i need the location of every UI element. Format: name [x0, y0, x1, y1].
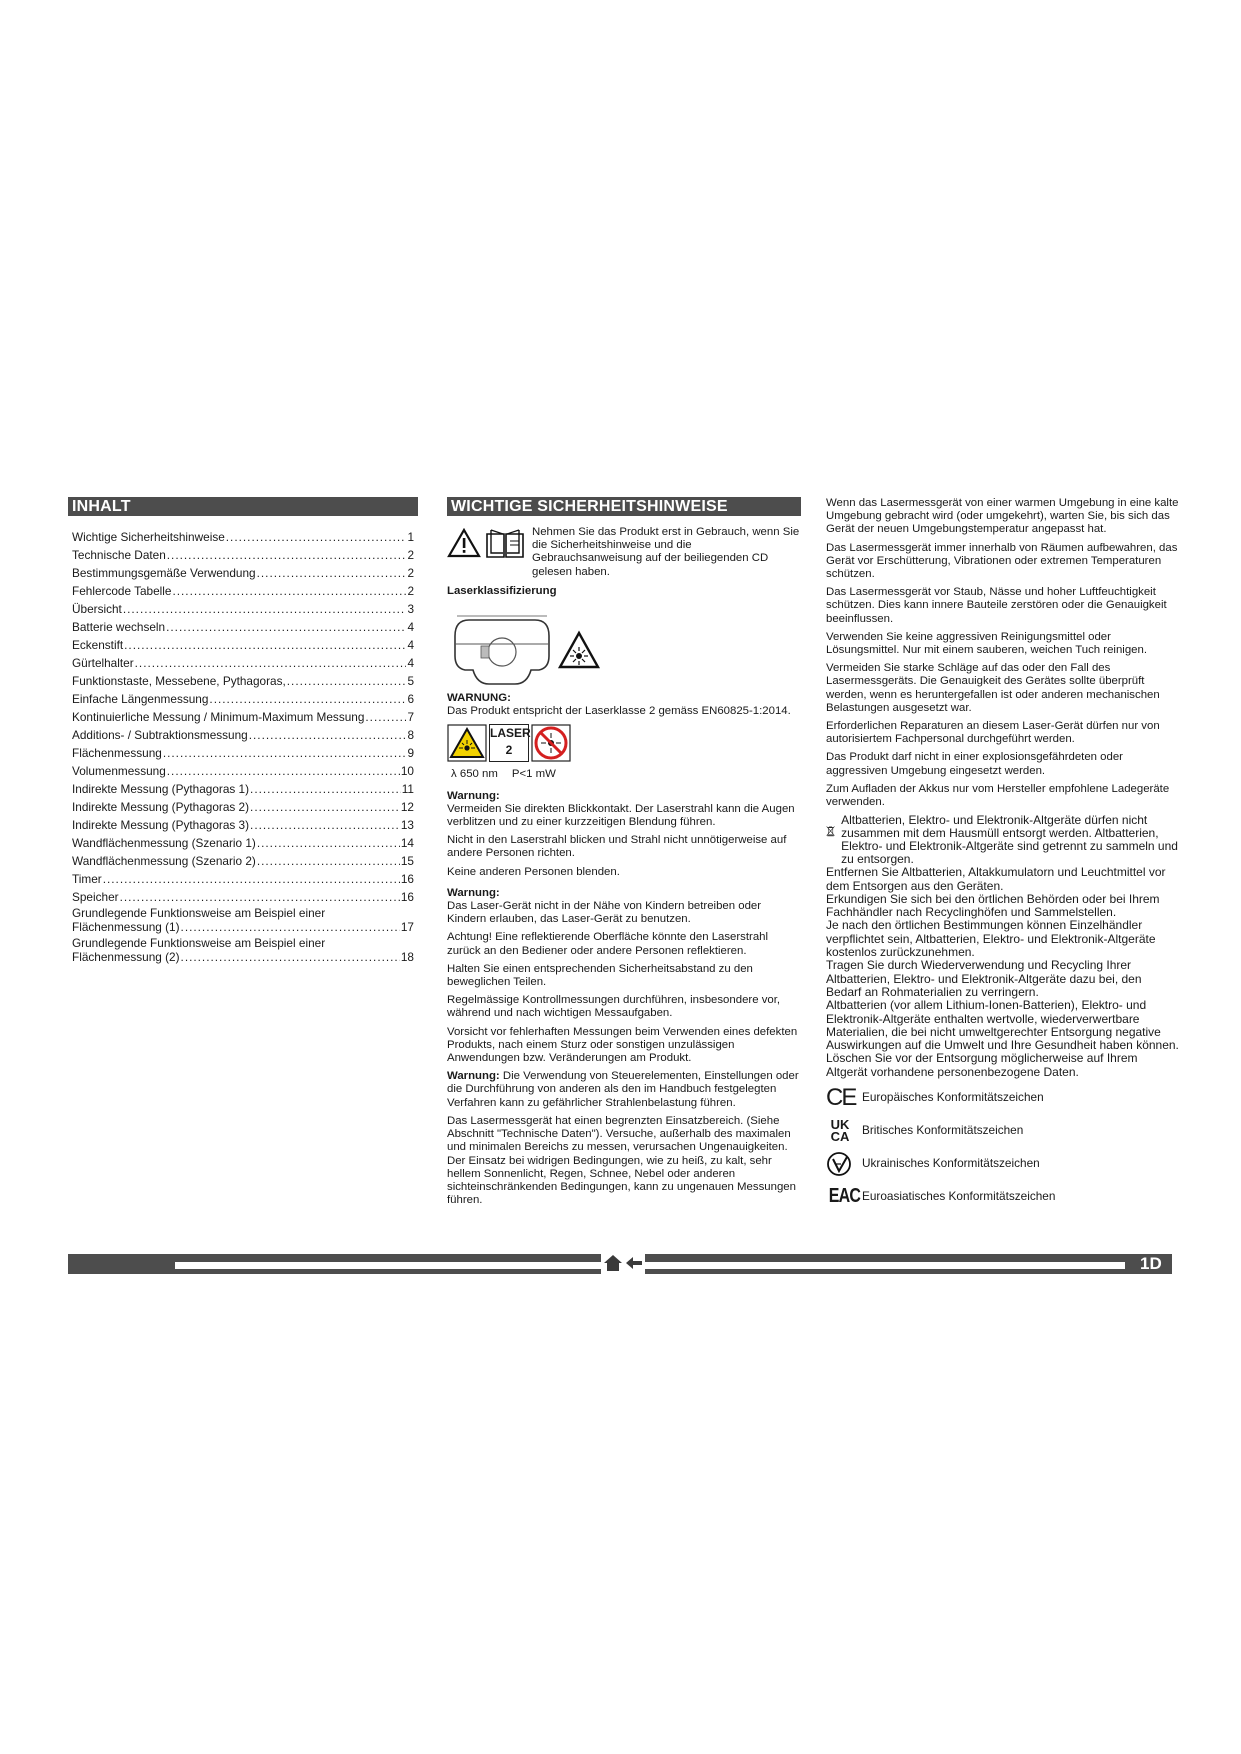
- toc-entry[interactable]: [68, 526, 418, 544]
- toc-leader-dots: [249, 729, 407, 742]
- device-figure: [447, 608, 801, 692]
- laser-label-class: 2: [505, 743, 513, 758]
- toc-entry[interactable]: [68, 670, 418, 688]
- toc-entry[interactable]: [68, 906, 418, 934]
- toc-leader-dots: [124, 639, 406, 652]
- toc-leader-dots: [287, 675, 407, 688]
- warning2-p2: Nicht in den Laserstrahl blicken und Strahl nicht unnötigerweise auf andere Personen richten.: [447, 834, 787, 860]
- warning3-p6: [447, 1070, 801, 1110]
- ua-mark-label: Ukrainisches Konformitätszeichen: [862, 1156, 1040, 1171]
- disposal-p1: Entfernen Sie Altbatterien, Altakkumulatorn und Leuchtmittel vor dem Entsorgen aus den Geräten.: [826, 865, 1166, 893]
- warning1-label: WARNUNG:: [447, 692, 511, 705]
- toc-entry-title-cont: Flächenmessung (1): [72, 919, 180, 934]
- crossed-bin-icon: [826, 814, 835, 848]
- toc-entry-page: 10: [400, 763, 414, 778]
- toc-entry-title: Wandflächenmessung (Szenario 1): [72, 835, 256, 850]
- weee-text: Altbatterien, Elektro- und Elektronik-Altgeräte dürfen nicht zusammen mit dem Hausmüll entsorgt werden. Altbatterien, Elektro- und Elektronik-Altgeräte sind getrennt zu sammeln und zu entsorgen.: [841, 813, 1178, 867]
- toc-entry-title: Gürtelhalter: [72, 655, 134, 670]
- ukca-mark-label: Britisches Konformitätszeichen: [862, 1123, 1024, 1138]
- toc-entry[interactable]: [68, 688, 418, 706]
- toc-entry[interactable]: [68, 760, 418, 778]
- toc-entry-page: 2: [407, 547, 414, 562]
- warning1-text: Das Produkt entspricht der Laserklasse 2 gemäss EN60825-1:2014.: [447, 705, 791, 718]
- toc-entry-title: Flächenmessung: [72, 745, 162, 760]
- toc-entry-page: 2: [407, 565, 414, 580]
- warning3-p7: Das Lasermessgerät hat einen begrenzten Einsatzbereich. (Siehe Abschnitt "Technische Daten"). Versuche, außerhalb des maximalen und minimalen Bereichs zu messen, verursachen Ungenauigkeiten. Der Einsatz bei widrigen Bedingungen, wie zu heiß, zu kalt, sehr hellem Sonnenlicht, Regen, Schnee, Nebel oder anderen sichteinschränkenden Bedingungen, kann zu ungenauen Messungen führen.: [447, 1114, 796, 1207]
- back-arrow-icon: [625, 1256, 643, 1270]
- no-direct-view-icon: [531, 724, 571, 762]
- toc-entry[interactable]: [68, 868, 418, 886]
- toc-entry-title: Batterie wechseln: [72, 619, 166, 634]
- ukca-mark-icon: UK CA: [830, 1117, 850, 1145]
- toc-entry[interactable]: [68, 814, 418, 832]
- ce-mark-icon: CE: [826, 1084, 856, 1112]
- toc-leader-dots: [181, 921, 400, 934]
- care-p2: Das Lasermessgerät immer innerhalb von Räumen aufbewahren, das Gerät vor Erschütterung, Vibrationen oder extremen Temperaturen schützen.: [826, 541, 1178, 581]
- care-p3: Das Lasermessgerät vor Staub, Nässe und hoher Luftfeuchtigkeit schützen. Dies kann innere Bauteile zerstören oder die Genauigkeit beeinflussen.: [826, 586, 1167, 625]
- safety-section: [447, 497, 801, 1212]
- toc-entry-page: 9: [407, 745, 414, 760]
- toc-entry[interactable]: [68, 544, 418, 562]
- toc-entry-title: Indirekte Messung (Pythagoras 1): [72, 781, 250, 796]
- ukrainian-mark-icon: [826, 1151, 854, 1177]
- toc-entry-title: Grundlegende Funktionsweise am Beispiel einer: [72, 936, 326, 950]
- toc-leader-dots: [163, 747, 407, 760]
- care-p6: Erforderlichen Reparaturen an diesem Laser-Gerät dürfen nur von autorisiertem Fachpersonal durchgeführt werden.: [826, 720, 1160, 746]
- warning-triangle-icon: [447, 528, 481, 558]
- disposal-p6: Löschen Sie vor der Entsorgung möglicherweise auf Ihrem Altgerät vorhandene personenbezogene Daten.: [826, 1051, 1138, 1079]
- toc-list: [68, 526, 418, 964]
- laser-label-word: LASER: [490, 726, 531, 741]
- toc-entry-title: Funktionstaste, Messebene, Pythagoras,: [72, 673, 286, 688]
- toc-entry[interactable]: [68, 598, 418, 616]
- toc-entry-page: 17: [400, 919, 414, 934]
- toc-entry-title: Volumenmessung: [72, 763, 166, 778]
- toc-leader-dots: [135, 657, 407, 670]
- care-p5: Vermeiden Sie starke Schläge auf das oder den Fall des Lasermessgeräts. Die Genauigkeit des Gerätes sollte überprüft werden, wenn es heruntergefallen ist oder anderen mechanischen Belastungen ausgesetzt war.: [826, 662, 1160, 714]
- toc-entry-page: 13: [400, 817, 414, 832]
- power: P<1 mW: [511, 768, 556, 781]
- toc-entry-title: Indirekte Messung (Pythagoras 2): [72, 799, 250, 814]
- toc-leader-dots: [172, 585, 406, 598]
- toc-entry[interactable]: [68, 796, 418, 814]
- toc-leader-dots: [167, 765, 400, 778]
- toc-entry-page: 11: [401, 781, 414, 796]
- toc-entry-title: Technische Daten: [72, 547, 166, 562]
- toc-entry-page: 16: [400, 871, 414, 886]
- toc-leader-dots: [181, 951, 400, 964]
- laser-class-heading: Laserklassifizierung: [447, 584, 557, 597]
- warning3-p6-label: Warnung:: [447, 1070, 500, 1083]
- wavelength: λ 650 nm: [451, 768, 498, 781]
- toc-entry-page: 4: [407, 637, 414, 652]
- laser-specs: [451, 768, 801, 781]
- home-back-button[interactable]: [601, 1252, 645, 1274]
- warning3-p6-text: Die Verwendung von Steuerelementen, Einstellungen oder die Durchführung von anderen als den im Handbuch festgelegten Verfahren kann zu gefährlicher Strahlenbelastung führen.: [447, 1070, 799, 1109]
- toc-entry[interactable]: [68, 742, 418, 760]
- toc-entry[interactable]: [68, 778, 418, 796]
- toc-entry-title: Additions- / Subtraktionsmessung: [72, 727, 248, 742]
- eac-mark-icon: EAC: [828, 1185, 861, 1208]
- ce-mark-row: [826, 1084, 1180, 1112]
- disposal-p2: Erkundigen Sie sich bei den örtlichen Behörden oder bei Ihrem Fachhändler nach Recyclinghöfen und Sammelstellen.: [826, 891, 1160, 920]
- toc-entry-title: Wichtige Sicherheitshinweise: [72, 529, 225, 544]
- ce-mark-label: Europäisches Konformitätszeichen: [862, 1090, 1044, 1105]
- toc-entry-title: Kontinuierliche Messung / Minimum-Maximum Messung: [72, 709, 365, 724]
- toc-entry-page: 4: [407, 655, 414, 670]
- toc-leader-dots: [250, 819, 400, 832]
- eac-mark-row: [826, 1183, 1180, 1211]
- warning2-p1: Vermeiden Sie direkten Blickkontakt. Der Laserstrahl kann die Augen verblitzen und zu einer kurzzeitigen Blendung führen.: [447, 802, 795, 829]
- warning2-label: Warnung:: [447, 789, 500, 802]
- toc-entry-page: 2: [407, 583, 414, 598]
- warning2-p3: Keine anderen Personen blenden.: [447, 865, 620, 878]
- manual-book-icon: [484, 528, 526, 560]
- toc-entry-page: 18: [400, 949, 414, 964]
- toc-entry-title: Eckenstift: [72, 637, 124, 652]
- toc-entry-title: Grundlegende Funktionsweise am Beispiel einer: [72, 906, 326, 920]
- care-p7: Das Produkt darf nicht in einer explosionsgefährdeten oder aggressiven Umgebung eingesetzt werden.: [826, 751, 1123, 777]
- care-disposal-section: [826, 497, 1180, 1211]
- toc-entry-title: Timer: [72, 871, 102, 886]
- care-p8: Zum Aufladen der Akkus nur vom Hersteller empfohlene Ladegeräte verwenden.: [826, 782, 1170, 809]
- toc-entry-page: 7: [407, 709, 414, 724]
- table-of-contents: [68, 497, 418, 964]
- toc-leader-dots: [166, 621, 406, 634]
- warning3-p3: Halten Sie einen entsprechenden Sicherheitsabstand zu den beweglichen Teilen.: [447, 962, 753, 989]
- laser-class-label: [489, 724, 529, 762]
- intro-text: Nehmen Sie das Produkt erst in Gebrauch, wenn Sie die Sicherheitshinweise und die Gebrauchsanweisung auf der beiliegenden CD gelesen haben.: [532, 526, 800, 578]
- safety-intro: [447, 526, 801, 579]
- toc-entry-page: 5: [407, 673, 414, 688]
- toc-entry[interactable]: [68, 652, 418, 670]
- safety-heading: WICHTIGE SICHERHEITSHINWEISE: [447, 497, 801, 516]
- toc-entry-title-cont: Flächenmessung (2): [72, 949, 180, 964]
- toc-leader-dots: [226, 531, 407, 544]
- toc-leader-dots: [250, 801, 400, 814]
- toc-leader-dots: [257, 855, 400, 868]
- disposal-p3: Je nach den örtlichen Bestimmungen können Einzelhändler verpflichtet sein, Altbatterien, Elektro- und Elektronik-Altgeräte kostenlos zurückzunehmen.: [826, 918, 1156, 960]
- toc-entry-page: 6: [407, 691, 414, 706]
- toc-leader-dots: [123, 603, 407, 616]
- toc-entry[interactable]: [68, 724, 418, 742]
- disposal-p4: Tragen Sie durch Wiederverwendung und Recycling Ihrer Altbatterien, Elektro- und Elektronik-Altgeräte dazu bei, den Bedarf an Rohmaterialien zu verringern.: [826, 958, 1142, 999]
- toc-entry-title: Übersicht: [72, 601, 122, 616]
- weee-notice: [826, 814, 1180, 866]
- toc-leader-dots: [250, 783, 401, 796]
- toc-entry-title: Einfache Längenmessung: [72, 691, 209, 706]
- laser-hazard-icon: [557, 630, 601, 670]
- toc-leader-dots: [120, 891, 400, 904]
- home-icon: [603, 1254, 623, 1272]
- toc-entry[interactable]: [68, 936, 418, 964]
- toc-entry-page: 12: [400, 799, 414, 814]
- toc-entry-page: 1: [407, 529, 414, 544]
- toc-entry-title: Indirekte Messung (Pythagoras 3): [72, 817, 250, 832]
- disposal-info: [826, 866, 1180, 1079]
- toc-leader-dots: [103, 873, 400, 886]
- warning3-label: Warnung:: [447, 886, 500, 899]
- disposal-p5: Altbatterien (vor allem Lithium-Ionen-Batterien), Elektro- und Elektronik-Altgeräte enthalten wertvolle, wiederverwertbare Materialien, die bei nicht umweltgerechter Entsorgung negative Auswirkungen auf die Umwelt und Ihre Gesundheit haben können.: [826, 998, 1179, 1053]
- ukca-mark-row: [826, 1117, 1180, 1145]
- toc-entry-title: Wandflächenmessung (Szenario 2): [72, 853, 256, 868]
- ua-mark-row: [826, 1150, 1180, 1178]
- toc-entry-title: Fehlercode Tabelle: [72, 583, 172, 598]
- toc-entry[interactable]: [68, 850, 418, 868]
- toc-entry-page: 4: [407, 619, 414, 634]
- care-p4: Verwenden Sie keine aggressiven Reinigungsmittel oder Lösungsmittel. Nur mit einem sauberen, weichen Tuch reinigen.: [826, 630, 1148, 657]
- toc-entry[interactable]: [68, 580, 418, 598]
- laser-labels: [447, 724, 801, 762]
- intro-icons: [447, 528, 526, 579]
- warning3-p4: Regelmässige Kontrollmessungen durchführen, insbesondere vor, während und nach wichtigen Messaufgaben.: [447, 994, 781, 1020]
- toc-entry[interactable]: [68, 562, 418, 580]
- toc-entry[interactable]: [68, 616, 418, 634]
- toc-entry[interactable]: [68, 886, 418, 904]
- toc-entry[interactable]: [68, 832, 418, 850]
- toc-entry-title: Speicher: [72, 889, 119, 904]
- eac-mark-label: Euroasiatisches Konformitätszeichen: [862, 1189, 1056, 1204]
- toc-leader-dots: [257, 567, 407, 580]
- toc-leader-dots: [167, 549, 407, 562]
- warning3-p5: Vorsicht vor fehlerhaften Messungen beim Verwenden eines defekten Produkts, nach einem Sturz oder sonstigen unzulässigen Anwendungen bzw. Veränderungen am Produkt.: [447, 1025, 798, 1065]
- care-p1: Wenn das Lasermessgerät von einer warmen Umgebung in eine kalte Umgebung gebracht wird (oder umgekehrt), warten Sie, bis sich das Gerät der neuen Umgebungstemperatur angepasst hat.: [826, 497, 1179, 536]
- toc-leader-dots: [209, 693, 406, 706]
- toc-leader-dots: [257, 837, 400, 850]
- toc-entry-page: 14: [400, 835, 414, 850]
- warning3-p1: Das Laser-Gerät nicht in der Nähe von Kindern betreiben oder Kindern erlauben, das Laser-Gerät zu benutzen.: [447, 900, 762, 926]
- toc-entry[interactable]: [68, 706, 418, 724]
- warning3-p2: Achtung! Eine reflektierende Oberfläche könnte den Laserstrahl zurück an den Bediener oder andere Personen reflektieren.: [447, 931, 769, 957]
- device-illustration: [447, 608, 557, 692]
- toc-entry-page: 3: [407, 601, 414, 616]
- footer-line: [175, 1262, 1125, 1269]
- laser-warning-icon: [447, 724, 487, 762]
- toc-heading: INHALT: [68, 497, 418, 516]
- page-number: 1D: [1140, 1254, 1162, 1273]
- toc-entry-page: 16: [400, 889, 414, 904]
- toc-entry[interactable]: [68, 634, 418, 652]
- toc-leader-dots: [365, 711, 406, 724]
- toc-entry-title: Bestimmungsgemäße Verwendung: [72, 565, 256, 580]
- toc-entry-page: 15: [400, 853, 414, 868]
- toc-entry-page: 8: [407, 727, 414, 742]
